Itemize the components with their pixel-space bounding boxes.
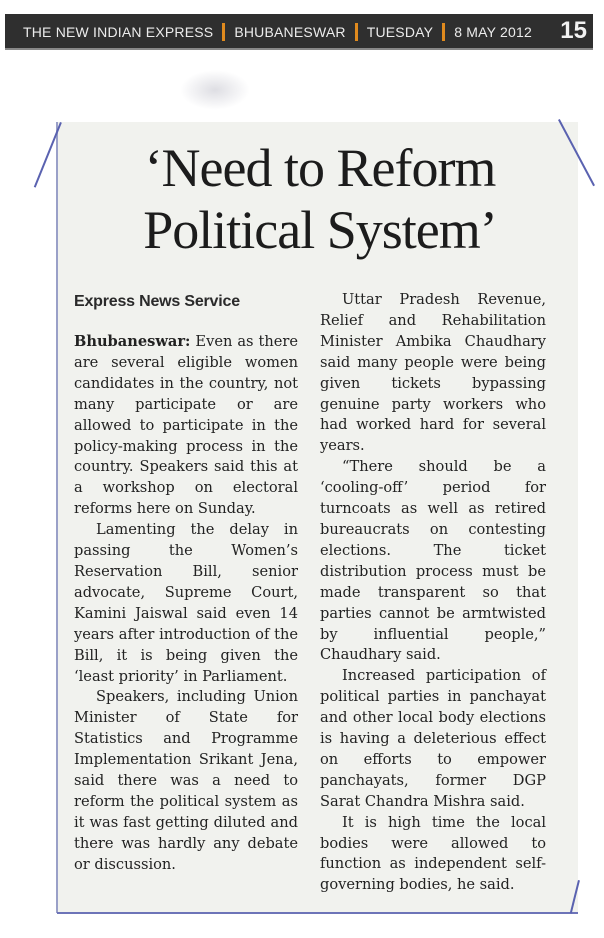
article-headline — [80, 137, 560, 261]
paragraph-text: Even as there are several eligible women candidates in the country, not many participate or are allowed to participate in the policy-making process in the country. Speakers said this at a workshop on electoral reforms here on Sunday. — [74, 333, 299, 518]
masthead-separator — [222, 23, 225, 41]
paragraph — [74, 332, 298, 520]
clipping-edge-left — [56, 122, 58, 913]
paragraph: Speakers, including Union Minister of State for Statistics and Programme Implementation Srikant Jena, said there was a need to reform the political system as it was fast getting diluted and there was hardly any debate or discussion. — [74, 688, 298, 873]
article-column-right — [320, 290, 546, 896]
clipping-edge-bottom — [57, 912, 578, 914]
page-number: 15 — [560, 17, 587, 44]
paragraph: It is high time the local bodies were allowed to function as independent self-governing bodies, he said. — [320, 813, 546, 894]
dateline: Bhubaneswar: — [74, 333, 191, 350]
article-column-left — [74, 290, 298, 876]
paragraph: Lamenting the delay in passing the Women’s Reservation Bill, senior advocate, Supreme Court, Kamini Jaiswal said even 14 years after introduction of the Bill, it is being given the ‘least priority’ in Parliament. — [74, 521, 298, 685]
paragraph: Increased participation of political parties in panchayat and other local body elections is having a deleterious effect on efforts to empower panchayats, former DGP Sarat Chandra Mishra said. — [320, 667, 546, 810]
masthead-strip — [5, 14, 593, 48]
masthead-separator — [442, 23, 445, 41]
newspaper-name: THE NEW INDIAN EXPRESS — [23, 24, 214, 40]
masthead-text — [23, 23, 532, 41]
headline-line-2: Political System’ — [143, 200, 497, 260]
masthead-day: TUESDAY — [366, 24, 434, 40]
paper-smudge — [180, 70, 250, 110]
masthead-city: BHUBANESWAR — [234, 24, 346, 40]
masthead-separator — [355, 23, 358, 41]
masthead-underline — [5, 48, 593, 50]
headline-line-1: ‘Need to Reform — [144, 138, 496, 198]
byline: Express News Service — [74, 293, 240, 310]
paragraph: Uttar Pradesh Revenue, Relief and Rehabilitation Minister Ambika Chaudhary said many people were being given tickets bypassing genuine party workers who had worked hard for several years. — [320, 291, 546, 455]
masthead-date: 8 MAY 2012 — [454, 24, 532, 40]
paragraph: “There should be a ‘cooling-off’ period for turncoats as well as retired bureaucrats on contesting elections. The ticket distribution process must be made transparent so that parties cannot be armtwisted by influential people,” Chaudhary said. — [320, 458, 546, 664]
